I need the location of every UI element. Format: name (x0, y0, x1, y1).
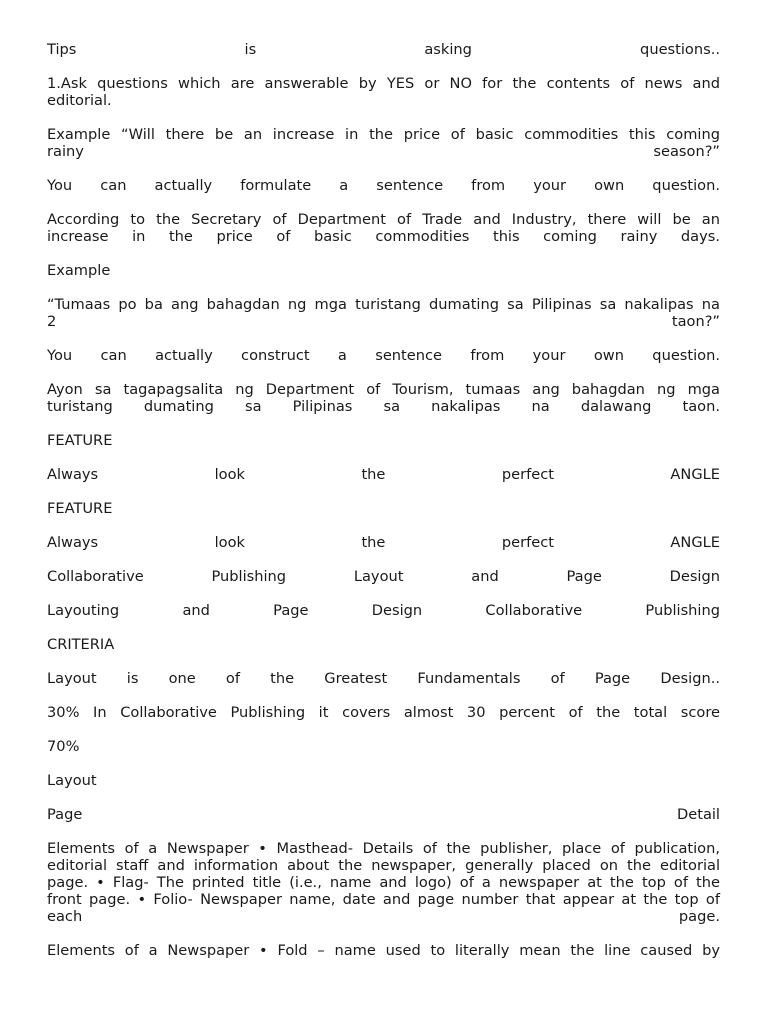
paragraph-19 (47, 738, 720, 755)
text-line: editorial staff and information about the newspaper, generally placed on the editorial (47, 857, 720, 874)
document-page (47, 41, 720, 976)
paragraph-6 (47, 262, 720, 279)
text-line: Ayon sa tagapagsalita ng Department of Tourism, tumaas ang bahagdan ng mga (47, 381, 720, 398)
text-line: Elements of a Newspaper • Masthead- Details of the publisher, place of publication, (47, 840, 720, 857)
text-line: You can actually formulate a sentence from your own question. (47, 177, 720, 194)
text-line: Elements of a Newspaper • Fold – name used to literally mean the line caused by (47, 942, 720, 959)
text-line: 30% In Collaborative Publishing it covers almost 30 percent of the total score (47, 704, 720, 721)
text-line: Layout is one of the Greatest Fundamentals of Page Design.. (47, 670, 720, 687)
text-line: CRITERIA (47, 636, 115, 653)
text-line: “Tumaas po ba ang bahagdan ng mga turistang dumating sa Pilipinas sa nakalipas na (47, 296, 720, 313)
paragraph-18 (47, 704, 720, 721)
paragraph-2 (47, 75, 720, 109)
paragraph-4 (47, 177, 720, 194)
text-line: You can actually construct a sentence from your own question. (47, 347, 720, 364)
text-line: FEATURE (47, 432, 113, 449)
text-line: front page. • Folio- Newspaper name, date and page number that appear at the top of (47, 891, 720, 908)
text-line: editorial. (47, 92, 112, 109)
text-line: 2 taon?” (47, 313, 720, 330)
paragraph-14 (47, 568, 720, 585)
text-line: 1.Ask questions which are answerable by YES or NO for the contents of news and (47, 75, 720, 92)
text-line: Always look the perfect ANGLE (47, 466, 720, 483)
paragraph-13 (47, 534, 720, 551)
text-line: Layouting and Page Design Collaborative Publishing (47, 602, 720, 619)
text-line: Example “Will there be an increase in the price of basic commodities this coming (47, 126, 720, 143)
text-line: turistang dumating sa Pilipinas sa nakalipas na dalawang taon. (47, 398, 720, 415)
text-line: Collaborative Publishing Layout and Page Design (47, 568, 720, 585)
paragraph-16 (47, 636, 720, 653)
text-line: increase in the price of basic commodities this coming rainy days. (47, 228, 720, 245)
paragraph-20 (47, 772, 720, 789)
paragraph-21 (47, 806, 720, 823)
text-line: page. • Flag- The printed title (i.e., name and logo) of a newspaper at the top of the (47, 874, 720, 891)
paragraph-7 (47, 296, 720, 330)
paragraph-23 (47, 942, 720, 959)
paragraph-10 (47, 432, 720, 449)
text-line: FEATURE (47, 500, 113, 517)
paragraph-11 (47, 466, 720, 483)
paragraph-3 (47, 126, 720, 160)
paragraph-8 (47, 347, 720, 364)
paragraph-12 (47, 500, 720, 517)
paragraph-15 (47, 602, 720, 619)
text-line: rainy season?” (47, 143, 720, 160)
text-line: According to the Secretary of Department of Trade and Industry, there will be an (47, 211, 720, 228)
text-line: Example (47, 262, 111, 279)
text-line: Always look the perfect ANGLE (47, 534, 720, 551)
text-line: Tips is asking questions.. (47, 41, 720, 58)
text-line: each page. (47, 908, 720, 925)
paragraph-1 (47, 41, 720, 58)
paragraph-5 (47, 211, 720, 245)
paragraph-9 (47, 381, 720, 415)
paragraph-22 (47, 840, 720, 925)
text-line: Layout (47, 772, 97, 789)
text-line: Page Detail (47, 806, 720, 823)
text-line: 70% (47, 738, 80, 755)
paragraph-17 (47, 670, 720, 687)
